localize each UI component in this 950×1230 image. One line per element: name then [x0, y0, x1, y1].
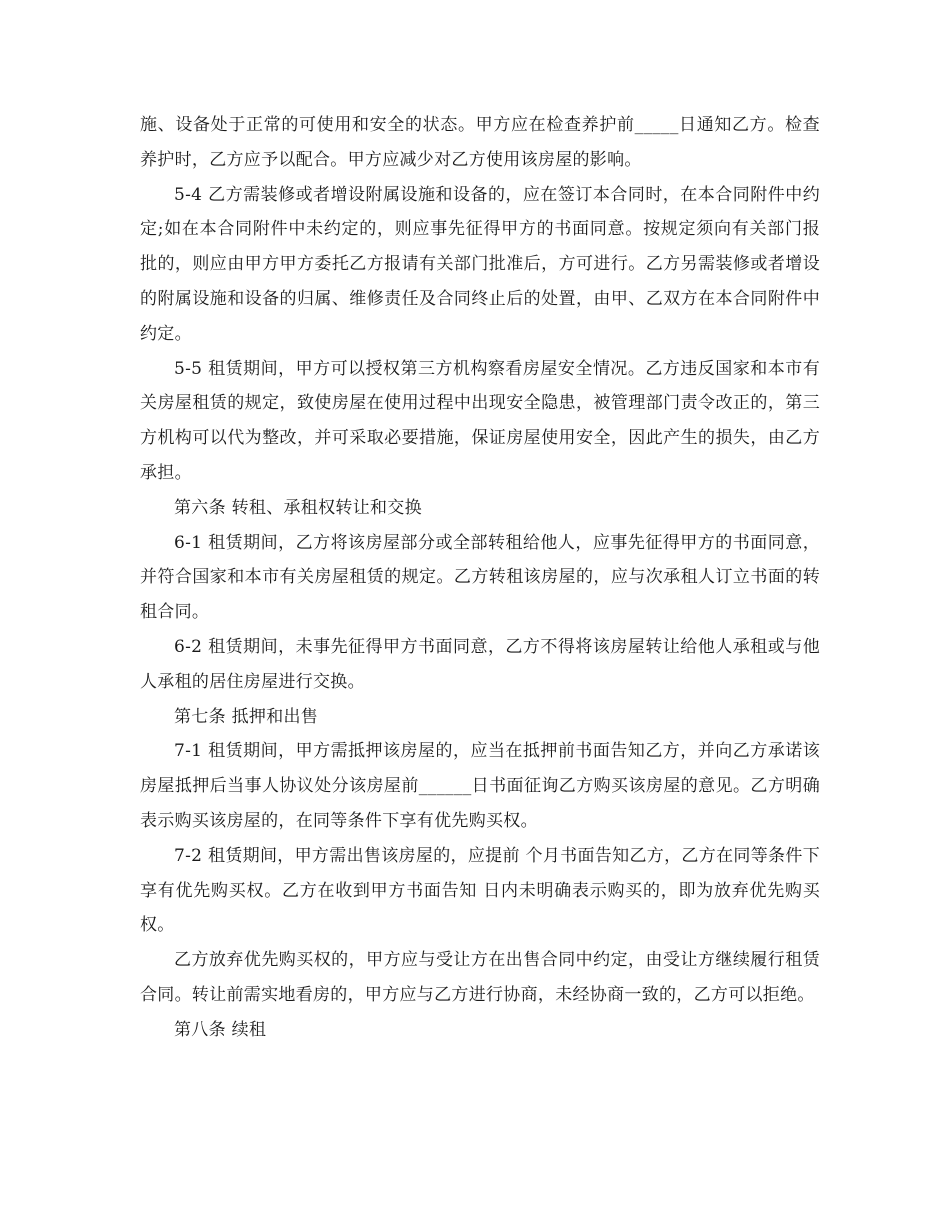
document-page	[140, 108, 820, 1048]
clause-5-4: 5-4 乙方需装修或者增设附属设施和设备的，应在签订本合同时，在本合同附件中约定;如在本合同附件中未约定的，则应事先征得甲方的书面同意。按规定须向有关部门报批的，则应由甲方甲方委托乙方报请有关部门批准后，方可进行。乙方另需装修或者增设的附属设施和设备的归属、维修责任及合同终止后的处置，由甲、乙双方在本合同附件中约定。	[140, 184, 820, 344]
clause-5-5: 5-5 租赁期间，甲方可以授权第三方机构察看房屋安全情况。乙方违反国家和本市有关房屋租赁的规定，致使房屋在使用过程中出现安全隐患，被管理部门责令改正的，第三方机构可以代为整改，并可采取必要措施，保证房屋使用安全，因此产生的损失，由乙方承担。	[140, 358, 820, 483]
clause-7-2-continued: 乙方放弃优先购买权的，甲方应与受让方在出售合同中约定，由受让方继续履行租赁合同。转让前需实地看房的，甲方应与乙方进行协商，未经协商一致的，乙方可以拒绝。	[140, 950, 820, 1005]
clause-7-1: 7-1 租赁期间，甲方需抵押该房屋的，应当在抵押前书面告知乙方，并向乙方承诺该房屋抵押后当事人协议处分该房屋前______日书面征询乙方购买该房屋的意见。乙方明确表示购买该房屋的，在同等条件下享有优先购买权。	[140, 741, 820, 831]
clause-6-1: 6-1 租赁期间，乙方将该房屋部分或全部转租给他人，应事先征得甲方的书面同意，并符合国家和本市有关房屋租赁的规定。乙方转租该房屋的，应与次承租人订立书面的转租合同。	[140, 532, 820, 623]
clause-7-2: 7-2 租赁期间，甲方需出售该房屋的，应提前 个月书面告知乙方，乙方在同等条件下享有优先购买权。乙方在收到甲方书面告知 日内未明确表示购买的，即为放弃优先购买权。	[140, 845, 820, 936]
paragraph-continuation: 施、设备处于正常的可使用和安全的状态。甲方应在检查养护前_____日通知乙方。检查养护时，乙方应予以配合。甲方应减少对乙方使用该房屋的影响。	[140, 115, 820, 170]
clause-6-2: 6-2 租赁期间，未事先征得甲方书面同意，乙方不得将该房屋转让给他人承租或与他人承租的居住房屋进行交换。	[140, 636, 820, 692]
article-8-heading: 第八条 续租	[174, 1019, 267, 1040]
article-6-heading: 第六条 转租、承租权转让和交换	[174, 497, 422, 518]
article-7-heading: 第七条 抵押和出售	[174, 706, 319, 727]
